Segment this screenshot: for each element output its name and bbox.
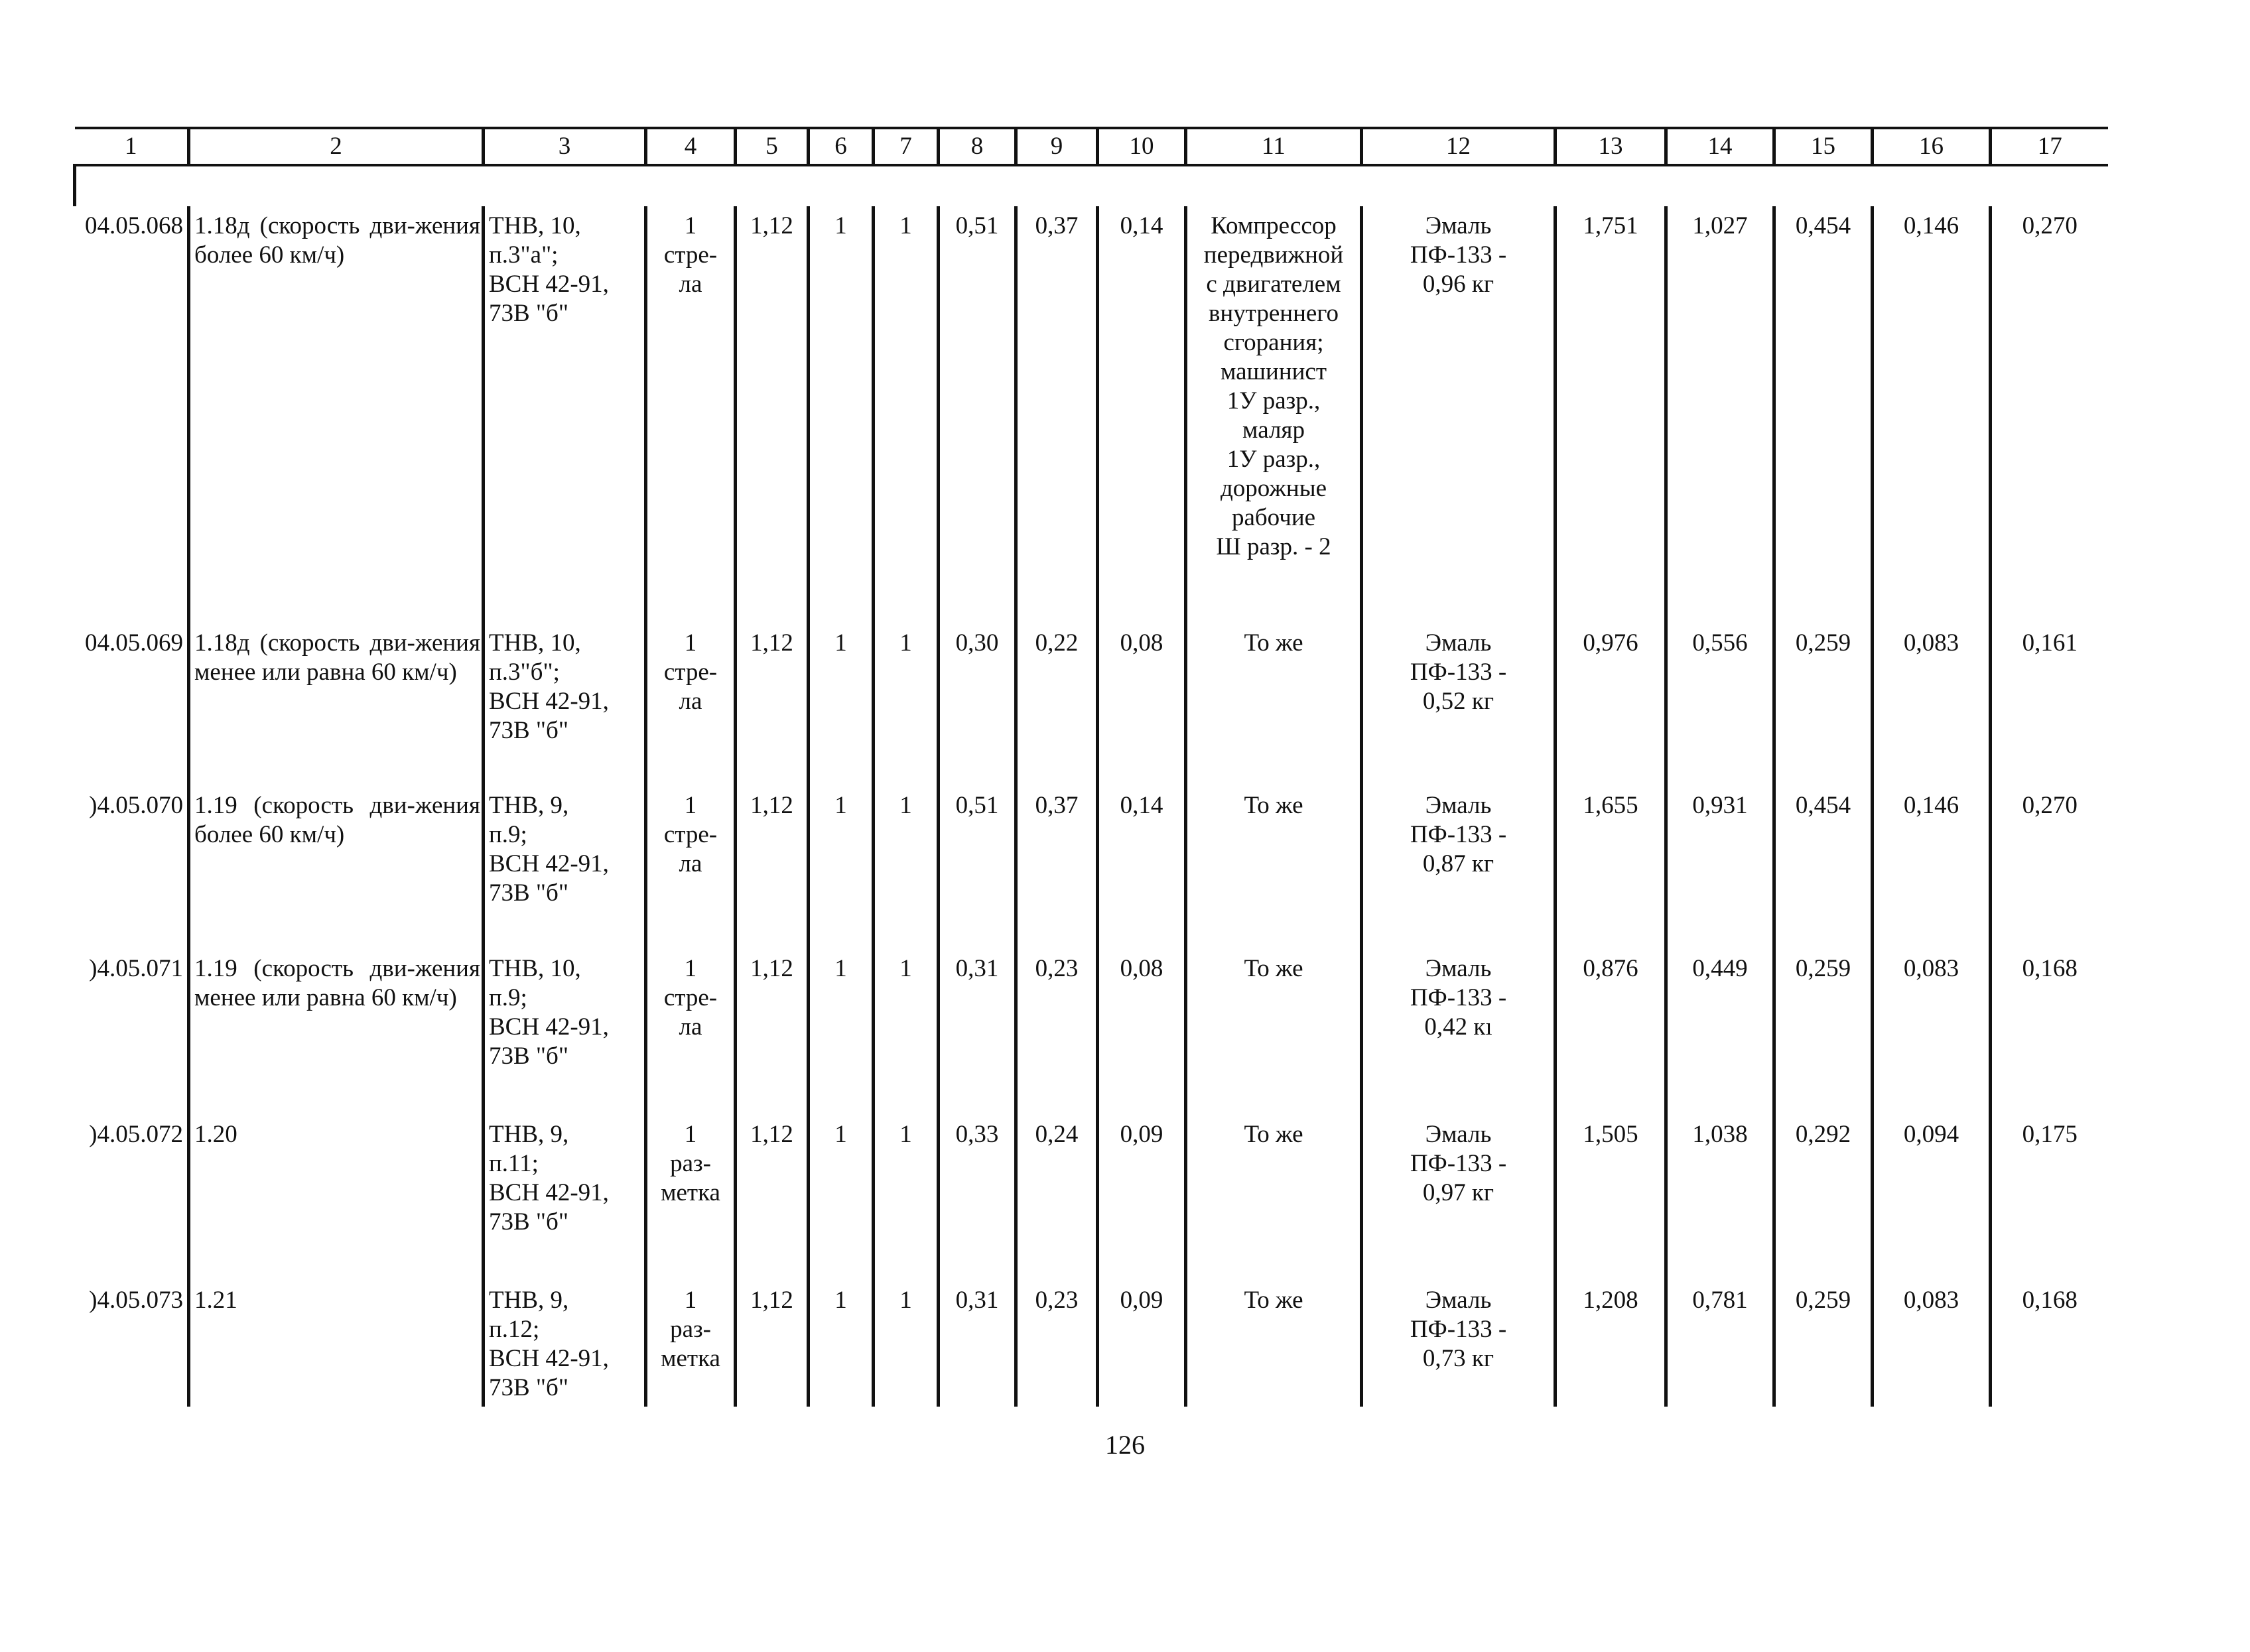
row-col13: 1,208	[1555, 1281, 1666, 1407]
row-machines-workers: То же	[1186, 1281, 1362, 1407]
row-reference: ТНВ, 10, п.3"б"; ВСН 42-91, 73В "б"	[484, 623, 646, 786]
row-materials: Эмаль ПФ-133 - 0,87 кг	[1362, 786, 1555, 949]
row-col8: 0,30	[939, 623, 1016, 786]
col-header-5: 5	[736, 128, 809, 165]
row-col10: 0,14	[1098, 206, 1186, 623]
row-code: )4.05.071	[89, 955, 183, 982]
row-name: 1.21	[189, 1281, 484, 1407]
col-header-4: 4	[646, 128, 736, 165]
table-row	[75, 786, 2108, 949]
row-col17: 0,161	[1991, 623, 2108, 786]
row-col13: 0,876	[1555, 949, 1666, 1115]
row-col10: 0,09	[1098, 1115, 1186, 1281]
row-code: )4.05.072	[89, 1121, 183, 1148]
table-row	[75, 1281, 2108, 1407]
row-col13: 0,976	[1555, 623, 1666, 786]
row-machines-workers: То же	[1186, 623, 1362, 786]
row-col7: 1	[874, 206, 939, 623]
col-header-3: 3	[484, 128, 646, 165]
row-col5: 1,12	[736, 1281, 809, 1407]
row-col10: 0,14	[1098, 786, 1186, 949]
col-header-8: 8	[939, 128, 1016, 165]
row-col8: 0,51	[939, 206, 1016, 623]
table-row	[75, 949, 2108, 1115]
row-col16: 0,083	[1873, 623, 1991, 786]
row-col6: 1	[809, 786, 874, 949]
row-col7: 1	[874, 786, 939, 949]
row-col16: 0,083	[1873, 949, 1991, 1115]
row-materials: Эмаль ПФ-133 - 0,73 кг	[1362, 1281, 1555, 1407]
row-col14: 0,931	[1666, 786, 1774, 949]
row-reference: ТНВ, 10, п.3"а"; ВСН 42-91, 73В "б"	[484, 206, 646, 623]
row-unit: 1 стре- ла	[646, 949, 736, 1115]
row-col16: 0,146	[1873, 206, 1991, 623]
row-col5: 1,12	[736, 623, 809, 786]
row-col9: 0,37	[1016, 206, 1098, 623]
row-name: 1.20	[189, 1115, 484, 1281]
col-header-7: 7	[874, 128, 939, 165]
table-row	[75, 206, 2108, 623]
row-code: 04.05.068	[85, 212, 183, 239]
row-col6: 1	[809, 949, 874, 1115]
row-col17: 0,175	[1991, 1115, 2108, 1281]
row-machines-workers: То же	[1186, 786, 1362, 949]
row-materials: Эмаль ПФ-133 - 0,96 кг	[1362, 206, 1555, 623]
col-header-13: 13	[1555, 128, 1666, 165]
row-col8: 0,31	[939, 949, 1016, 1115]
row-col16: 0,146	[1873, 786, 1991, 949]
row-col8: 0,51	[939, 786, 1016, 949]
row-col5: 1,12	[736, 206, 809, 623]
row-col14: 1,027	[1666, 206, 1774, 623]
row-name: 1.19 (скорость дви-жения более 60 км/ч)	[189, 786, 484, 949]
row-col17: 0,270	[1991, 786, 2108, 949]
col-header-10: 10	[1098, 128, 1186, 165]
row-col8: 0,31	[939, 1281, 1016, 1407]
row-unit: 1 стре- ла	[646, 623, 736, 786]
table-row	[75, 623, 2108, 786]
row-col6: 1	[809, 623, 874, 786]
col-header-12: 12	[1362, 128, 1555, 165]
row-code: )4.05.070	[89, 792, 183, 819]
row-col7: 1	[874, 1115, 939, 1281]
row-col10: 0,08	[1098, 949, 1186, 1115]
row-unit: 1 раз- метка	[646, 1281, 736, 1407]
row-col17: 0,168	[1991, 1281, 2108, 1407]
col-header-2: 2	[189, 128, 484, 165]
row-machines-workers: То же	[1186, 1115, 1362, 1281]
row-reference: ТНВ, 9, п.12; ВСН 42-91, 73В "б"	[484, 1281, 646, 1407]
row-col9: 0,22	[1016, 623, 1098, 786]
row-col7: 1	[874, 1281, 939, 1407]
col-header-1: 1	[75, 128, 189, 165]
row-col10: 0,09	[1098, 1281, 1186, 1407]
row-col6: 1	[809, 1115, 874, 1281]
row-col14: 0,556	[1666, 623, 1774, 786]
row-col13: 1,655	[1555, 786, 1666, 949]
row-col15: 0,259	[1774, 1281, 1873, 1407]
col-header-16: 16	[1873, 128, 1991, 165]
row-col15: 0,259	[1774, 623, 1873, 786]
header-row	[75, 128, 2108, 165]
row-col5: 1,12	[736, 1115, 809, 1281]
col-header-14: 14	[1666, 128, 1774, 165]
row-materials: Эмаль ПФ-133 - 0,97 кг	[1362, 1115, 1555, 1281]
page-number: 126	[1105, 1430, 1145, 1460]
col-header-17: 17	[1991, 128, 2108, 165]
row-reference: ТНВ, 10, п.9; ВСН 42-91, 73В "б"	[484, 949, 646, 1115]
row-col7: 1	[874, 949, 939, 1115]
row-col14: 0,449	[1666, 949, 1774, 1115]
row-unit: 1 раз- метка	[646, 1115, 736, 1281]
table-row	[75, 1115, 2108, 1281]
row-col9: 0,23	[1016, 1281, 1098, 1407]
row-col16: 0,083	[1873, 1281, 1991, 1407]
row-name: 1.18д (скорость дви-жения менее или равна 60 км/ч)	[189, 623, 484, 786]
row-unit: 1 стре- ла	[646, 206, 736, 623]
row-col13: 1,751	[1555, 206, 1666, 623]
row-materials: Эмаль ПФ-133 - 0,52 кг	[1362, 623, 1555, 786]
row-col13: 1,505	[1555, 1115, 1666, 1281]
row-col16: 0,094	[1873, 1115, 1991, 1281]
row-col6: 1	[809, 206, 874, 623]
row-col8: 0,33	[939, 1115, 1016, 1281]
row-code: 04.05.069	[85, 629, 183, 657]
row-col6: 1	[809, 1281, 874, 1407]
row-col14: 1,038	[1666, 1115, 1774, 1281]
col-header-9: 9	[1016, 128, 1098, 165]
col-header-15: 15	[1774, 128, 1873, 165]
row-col5: 1,12	[736, 786, 809, 949]
row-reference: ТНВ, 9, п.9; ВСН 42-91, 73В "б"	[484, 786, 646, 949]
row-unit: 1 стре- ла	[646, 786, 736, 949]
col-header-11: 11	[1186, 128, 1362, 165]
row-machines-workers: Компрессор передвижной с двигателем внутреннего сгорания; машинист 1У разр., маляр 1У разр., дорожные рабочие Ш разр. - 2	[1186, 206, 1362, 623]
row-col14: 0,781	[1666, 1281, 1774, 1407]
row-col15: 0,259	[1774, 949, 1873, 1115]
row-col7: 1	[874, 623, 939, 786]
row-name: 1.19 (скорость дви-жения менее или равна 60 км/ч)	[189, 949, 484, 1115]
row-col17: 0,270	[1991, 206, 2108, 623]
row-col9: 0,24	[1016, 1115, 1098, 1281]
norms-table	[73, 127, 2108, 1407]
row-materials: Эмаль ПФ-133 - 0,42 кı	[1362, 949, 1555, 1115]
row-col17: 0,168	[1991, 949, 2108, 1115]
row-name: 1.18д (скорость дви-жения более 60 км/ч)	[189, 206, 484, 623]
col-header-6: 6	[809, 128, 874, 165]
row-machines-workers: То же	[1186, 949, 1362, 1115]
row-reference: ТНВ, 9, п.11; ВСН 42-91, 73В "б"	[484, 1115, 646, 1281]
row-col9: 0,37	[1016, 786, 1098, 949]
row-col15: 0,454	[1774, 786, 1873, 949]
row-col9: 0,23	[1016, 949, 1098, 1115]
row-col15: 0,292	[1774, 1115, 1873, 1281]
row-code: )4.05.073	[89, 1287, 183, 1314]
row-col5: 1,12	[736, 949, 809, 1115]
row-col10: 0,08	[1098, 623, 1186, 786]
row-col15: 0,454	[1774, 206, 1873, 623]
